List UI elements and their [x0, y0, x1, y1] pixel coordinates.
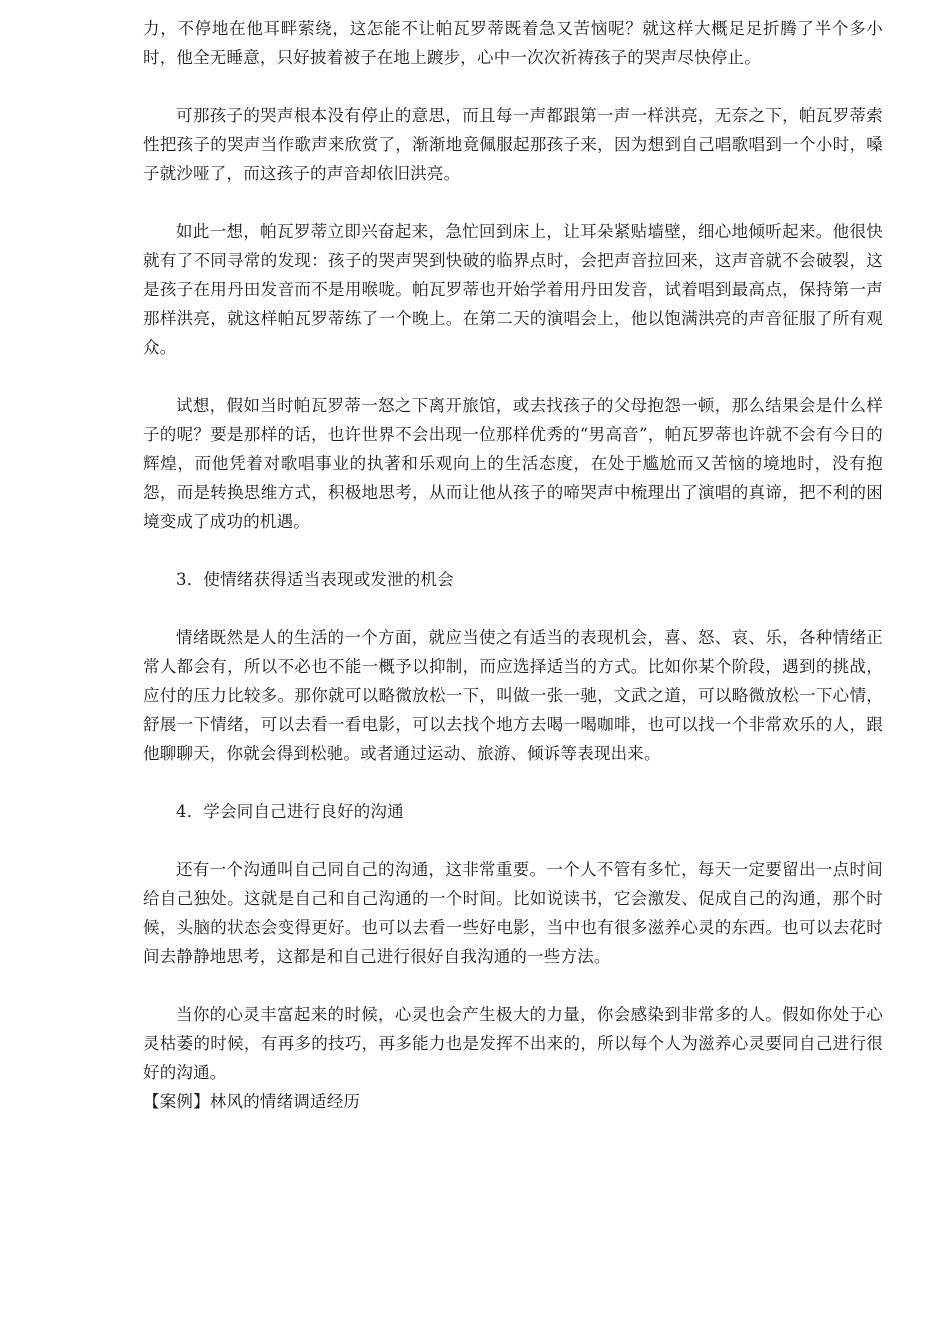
- paragraph-crying-continues: 可那孩子的哭声根本没有停止的意思，而且每一声都跟第一声一样洪亮，无奈之下，帕瓦罗蒂索性把孩子的哭声当作歌声来欣赏了，渐渐地竟佩服起那孩子来，因为想到自己唱歌唱到一个小时，嗓子就沙哑了，而这孩子的声音却依旧洪亮。: [143, 106, 883, 183]
- section-heading-4: 4．学会同自己进行良好的沟通: [176, 802, 404, 821]
- paragraph-discovery: 如此一想，帕瓦罗蒂立即兴奋起来，急忙回到床上，让耳朵紧贴墙壁，细心地倾听起来。他很快就有了不同寻常的发现：孩子的哭声哭到快破的临界点时，会把声音拉回来，这声音就不会破裂，这是孩子在用丹田发音而不是用喉咙。帕瓦罗蒂也开始学着用丹田发音，试着唱到最高点，保持第一声那样洪亮，就这样帕瓦罗蒂练了一个晚上。在第二天的演唱会上，他以饱满洪亮的声音征服了所有观众。: [143, 222, 883, 357]
- document-page: [143, 14, 883, 1116]
- paragraph-continuation: 力，不停地在他耳畔萦绕，这怎能不让帕瓦罗蒂既着急又苦恼呢？就这样大概足足折腾了半个多小时，他全无睡意，只好披着被子在地上踱步，心中一次次祈祷孩子的哭声尽快停止。: [143, 19, 883, 67]
- paragraph-self-communication: 还有一个沟通叫自己同自己的沟通，这非常重要。一个人不管有多忙，每天一定要留出一点时间给自己独处。这就是自己和自己沟通的一个时间。比如说读书，它会激发、促成自己的沟通，那个时候，头脑的状态会变得更好。也可以去看一些好电影，当中也有很多滋养心灵的东西。也可以去花时间去静静地思考，这都是和自己进行很好自我沟通的一些方法。: [143, 860, 883, 966]
- paragraph-reflection: 试想，假如当时帕瓦罗蒂一怒之下离开旅馆，或去找孩子的父母抱怨一顿，那么结果会是什么样子的呢？要是那样的话，也许世界不会出现一位那样优秀的“男高音”，帕瓦罗蒂也许就不会有今日的辉煌，而他凭着对歌唱事业的执著和乐观向上的生活态度，在处于尴尬而又苦恼的境地时，没有抱怨，而是转换思维方式，积极地思考，从而让他从孩子的啼哭声中梳理出了演唱的真谛，把不利的困境变成了成功的机遇。: [143, 396, 883, 531]
- section-heading-3: 3．使情绪获得适当表现或发泄的机会: [176, 570, 454, 589]
- paragraph-nourish-soul: 当你的心灵丰富起来的时候，心灵也会产生极大的力量，你会感染到非常多的人。假如你处于心灵枯萎的时候，有再多的技巧，再多能力也是发挥不出来的，所以每个人为滋养心灵要同自己进行很好的沟通。: [143, 1005, 883, 1082]
- case-label: 【案例】林风的情绪调适经历: [143, 1092, 361, 1111]
- paragraph-emotion-expression: 情绪既然是人的生活的一个方面，就应当使之有适当的表现机会，喜、怒、哀、乐，各种情绪正常人都会有，所以不必也不能一概予以抑制，而应选择适当的方式。比如你某个阶段，遇到的挑战，应付的压力比较多。那你就可以略微放松一下，叫做一张一驰，文武之道，可以略微放松一下心情，舒展一下情绪，可以去看一看电影，可以去找个地方去喝一喝咖啡，也可以找一个非常欢乐的人，跟他聊聊天，你就会得到松驰。或者通过运动、旅游、倾诉等表现出来。: [143, 628, 883, 763]
